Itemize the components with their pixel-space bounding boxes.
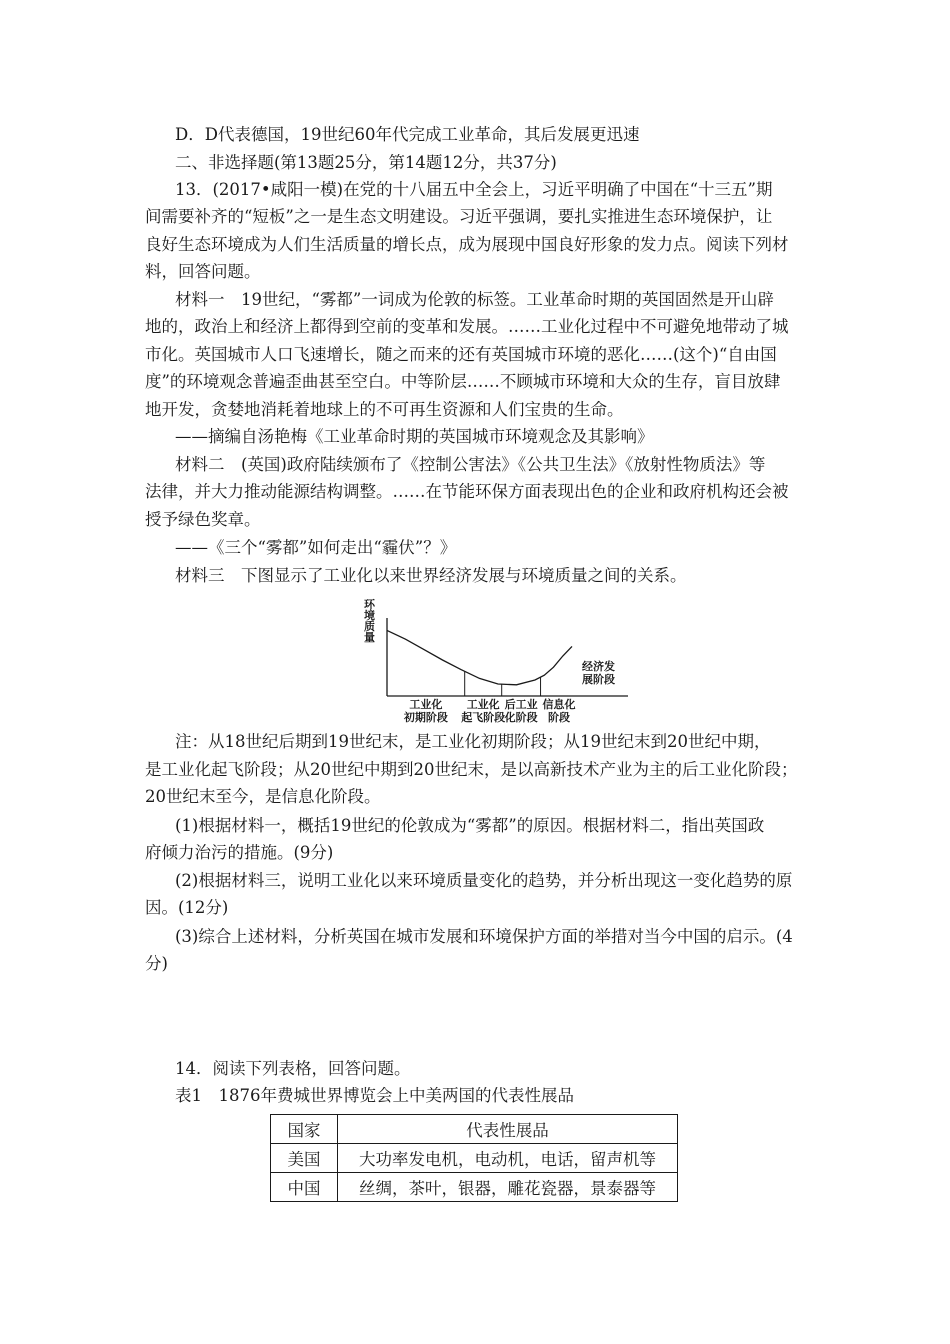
- table-cell-country: 中国: [271, 1173, 338, 1202]
- table-row: [271, 1144, 678, 1173]
- question-13-line: 料，回答问题。: [145, 262, 261, 281]
- question-13-line: 间需要补齐的“短板”之一是生态文明建设。习近平强调，要扎实推进生态环境保护，让: [145, 207, 773, 226]
- x-axis-label-line: 经济发: [582, 660, 615, 673]
- stage-label: 信息化: [542, 698, 576, 711]
- sub-question-3: (3)综合上述材料，分析英国在城市发展和环境保护方面的举措对当今中国的启示。(4: [175, 927, 793, 946]
- x-axis-label: [582, 659, 615, 686]
- chart-note-line: 20世纪末至今，是信息化阶段。: [145, 787, 381, 806]
- stage-label: 初期阶段: [403, 711, 448, 724]
- material-1-line: 地开发，贪婪地消耗着地球上的不可再生资源和人们宝贵的生命。: [145, 400, 624, 419]
- table-cell-exhibits: 大功率发电机，电动机，电话，留声机等: [338, 1144, 678, 1173]
- y-axis-label-char: 质: [364, 620, 375, 633]
- table-header-cell: 代表性展品: [338, 1115, 678, 1144]
- sub-question-2: (2)根据材料三，说明工业化以来环境质量变化的趋势，并分析出现这一变化趋势的原: [175, 871, 793, 890]
- material-1-line: 市化。英国城市人口飞速增长，随之而来的还有英国城市环境的恶化……(这个)“自由国: [145, 345, 777, 364]
- y-axis-label-char: 量: [364, 631, 375, 644]
- y-axis-label-char: 境: [364, 609, 375, 622]
- section-heading: 二、非选择题(第13题25分，第14题12分，共37分): [175, 153, 557, 172]
- sub-question-3: 分): [145, 954, 168, 973]
- chart-note-line: 是工业化起飞阶段；从20世纪中期到20世纪末，是以高新技术产业为主的后工业化阶段；: [145, 760, 798, 779]
- stage-label: 工业化: [409, 698, 443, 711]
- table-header-cell: 国家: [271, 1115, 338, 1144]
- table-caption: 表1 1876年费城世界博览会上中美两国的代表性展品: [175, 1086, 574, 1105]
- sub-question-1: 府倾力治污的措施。(9分): [145, 843, 334, 862]
- question-13-line: 13．(2017•咸阳一模)在党的十八届五中全会上，习近平明确了中国在“十三五”期: [175, 180, 773, 199]
- chart-note-line: 注：从18世纪后期到19世纪末，是工业化初期阶段；从19世纪末到20世纪中期，: [175, 732, 771, 751]
- exhibits-table: [270, 1114, 678, 1202]
- material-1-line: 材料一 19世纪，“雾都”一词成为伦敦的标签。工业革命时期的英国固然是开山辟: [175, 290, 774, 309]
- material-1-source: ——摘编自汤艳梅《工业革命时期的英国城市环境观念及其影响》: [175, 427, 654, 446]
- material-3-line: 材料三 下图显示了工业化以来世界经济发展与环境质量之间的关系。: [175, 566, 687, 585]
- option-d: D．D代表德国，19世纪60年代完成工业革命，其后发展更迅速: [175, 125, 640, 144]
- material-1-line: 地的，政治上和经济上都得到空前的变革和发展。……工业化过程中不可避免地带动了城: [145, 317, 789, 336]
- table-row: [271, 1173, 678, 1202]
- table-cell-country: 美国: [271, 1144, 338, 1173]
- question-13-line: 良好生态环境成为人们生活质量的增长点，成为展现中国良好形象的发力点。阅读下列材: [145, 235, 789, 254]
- question-14: 14．阅读下列表格，回答问题。: [175, 1059, 411, 1078]
- material-2-line: 法律，并大力推动能源结构调整。……在节能环保方面表现出色的企业和政府机构还会被: [145, 482, 789, 501]
- environment-economy-chart: [360, 598, 640, 726]
- x-axis-label-line: 展阶段: [582, 673, 615, 686]
- stage-label: 起飞阶段: [461, 711, 506, 724]
- y-axis-label-char: 环: [364, 598, 375, 611]
- material-2-line: 材料二 (英国)政府陆续颁布了《控制公害法》《公共卫生法》《放射性物质法》等: [175, 455, 766, 474]
- material-1-line: 度”的环境观念普遍歪曲甚至空白。中等阶层……不顾城市环境和大众的生存，盲目放肆: [145, 372, 781, 391]
- sub-question-1: (1)根据材料一，概括19世纪的伦敦成为“雾都”的原因。根据材料二，指出英国政: [175, 816, 765, 835]
- table-header-row: [271, 1115, 678, 1144]
- material-2-line: 授予绿色奖章。: [145, 510, 261, 529]
- table-cell-exhibits: 丝绸，茶叶，银器，雕花瓷器，景泰器等: [338, 1173, 678, 1202]
- stage-label: 工业化: [466, 698, 500, 711]
- stage-label: 后工业: [504, 698, 538, 711]
- sub-question-2: 因。(12分): [145, 898, 229, 917]
- y-axis-label: [364, 598, 376, 644]
- material-2-source: ——《三个“雾都”如何走出“霾伏”？》: [175, 538, 457, 557]
- stage-label: 化阶段: [504, 711, 538, 724]
- stage-label: 阶段: [548, 711, 571, 724]
- environment-quality-curve: [387, 630, 572, 684]
